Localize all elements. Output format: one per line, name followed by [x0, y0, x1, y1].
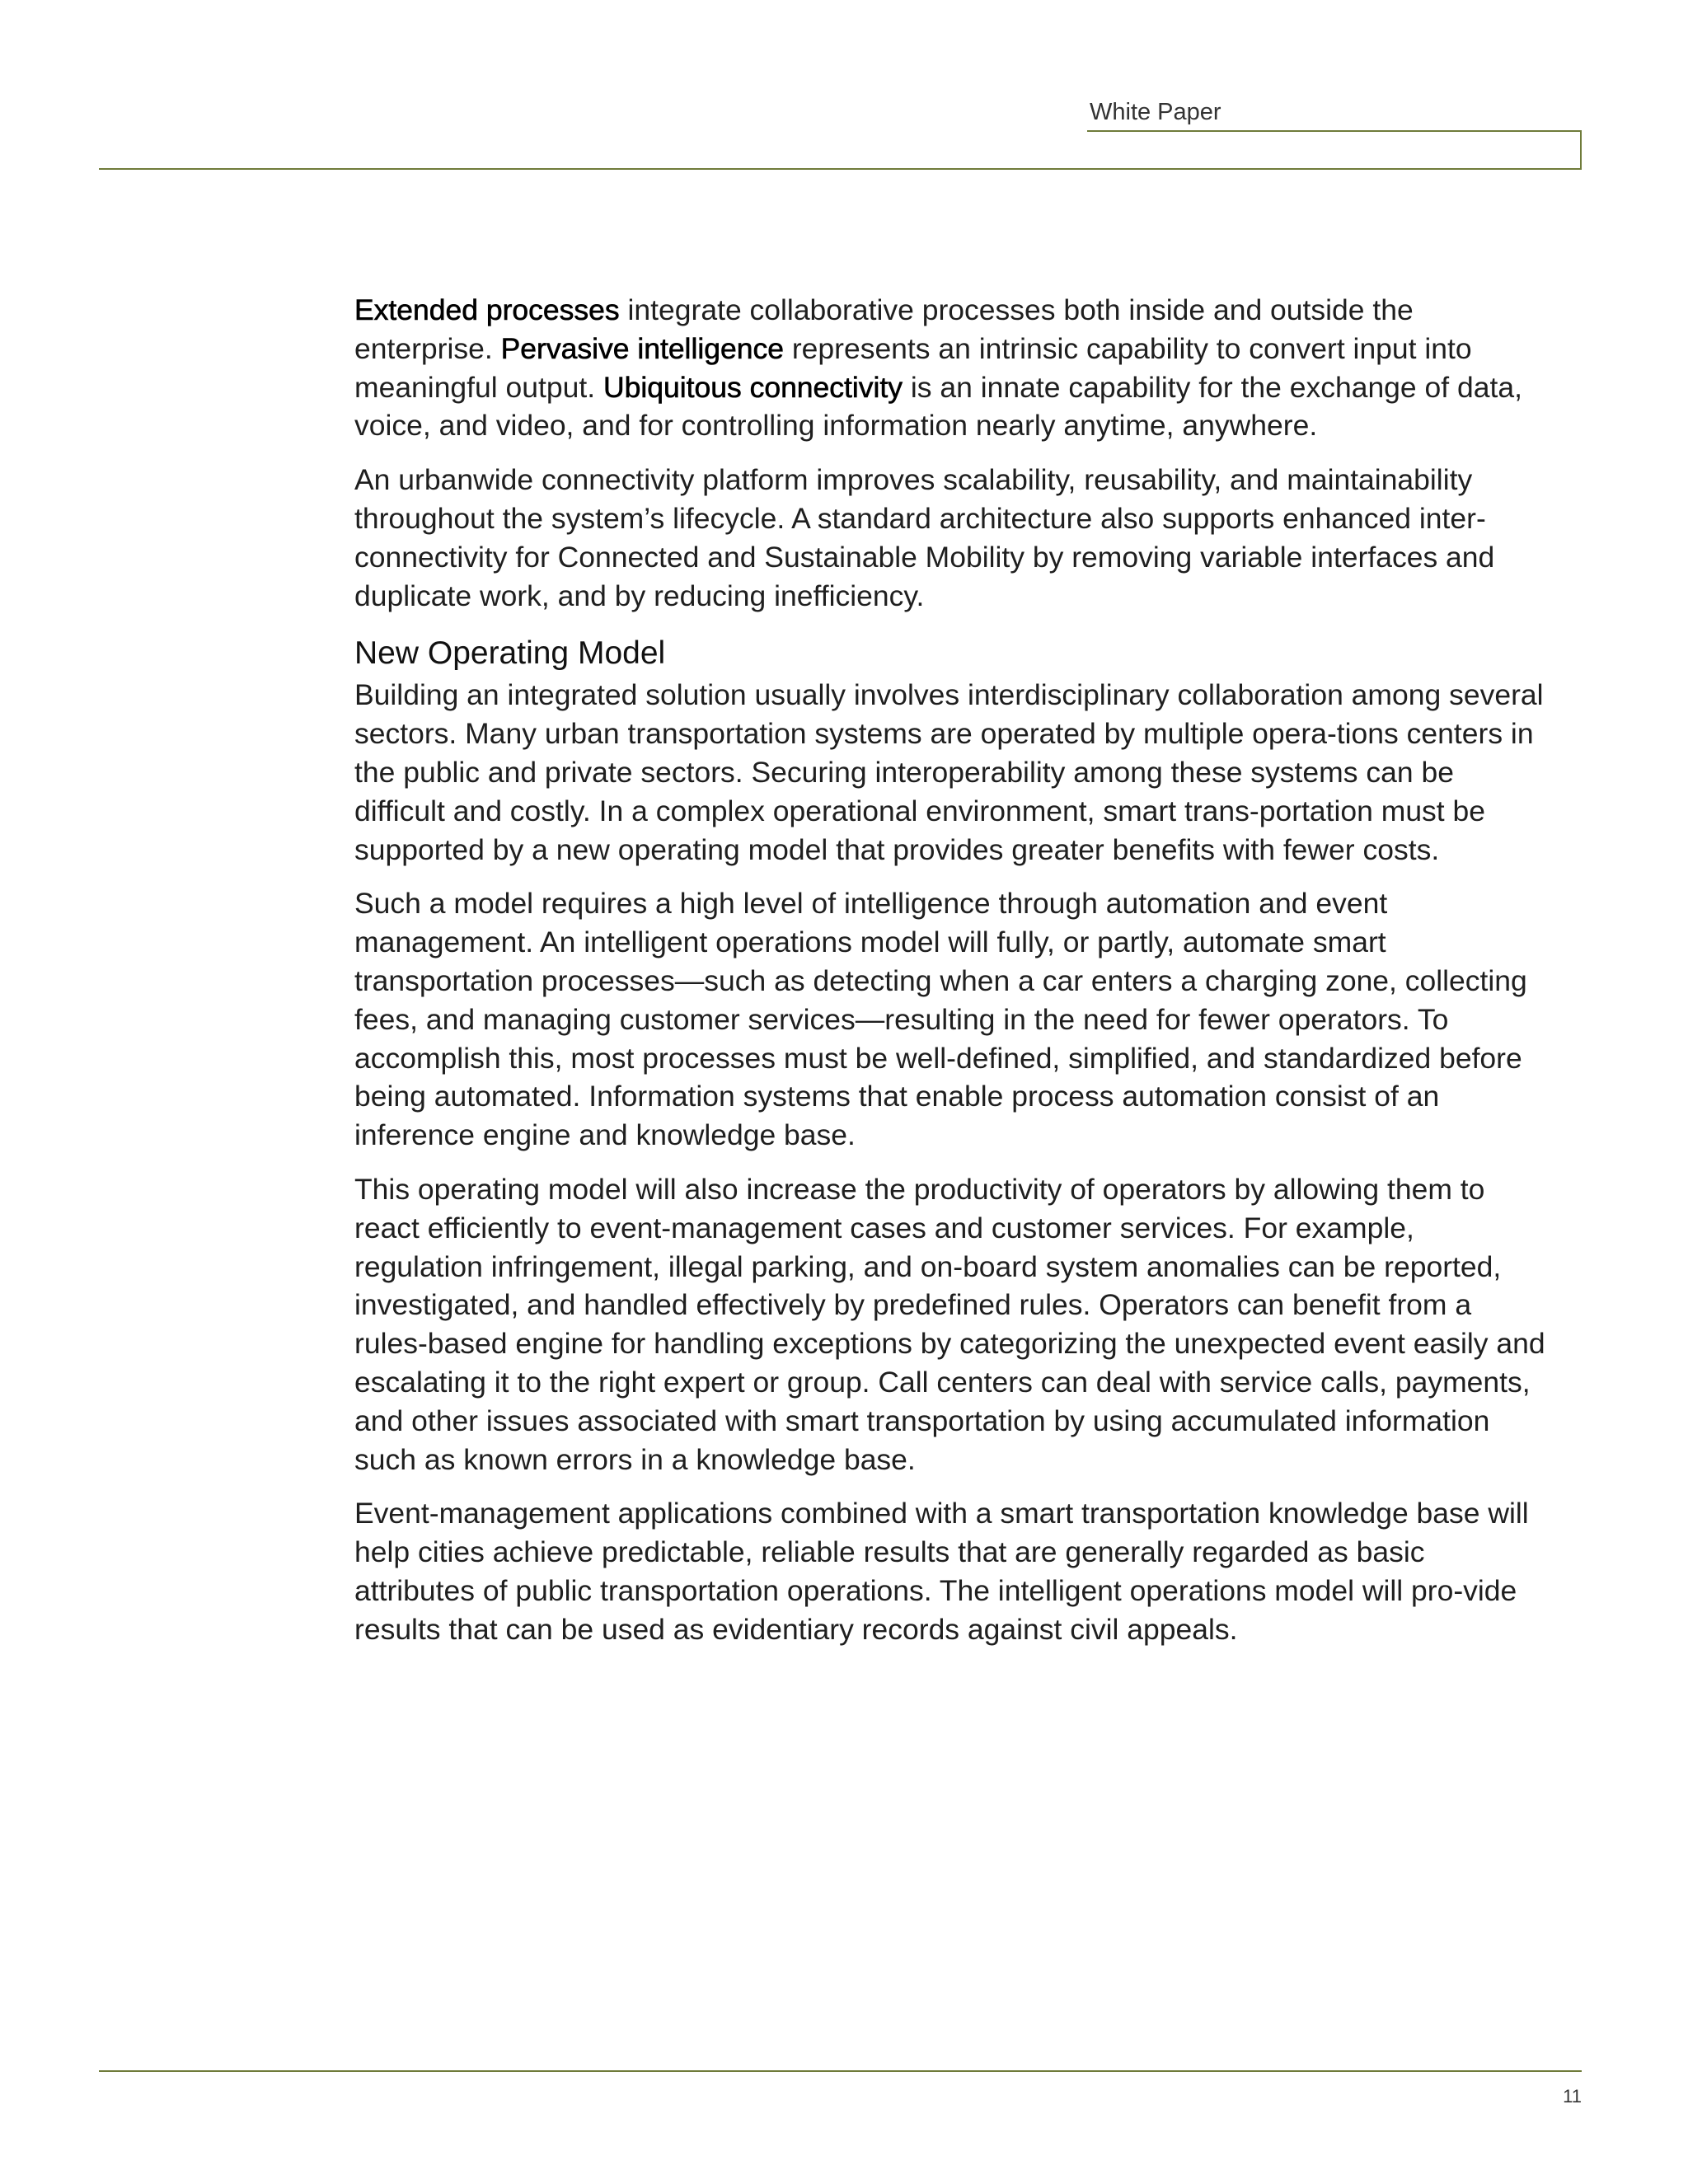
term-extended-processes: Extended processes [354, 293, 620, 326]
paragraph-2: An urbanwide connectivity platform improves scalability, reusability, and maintainability throughout the system’s lifecycle. A standard architecture also supports enhanced inter-connectivity for Connected and Sustainable Mobility by removing variable interfaces and duplicate work, and by reducing inefficiency. [354, 463, 1495, 612]
paragraph-4: Such a model requires a high level of intelligence through automation and event management. An intelligent operations model will fully, or partly, automate smart transportation processes—such as detecting when a car enters a charging zone, collecting fees, and managing customer services—resulting in the need for fewer operators. To accomplish this, most processes must be well-defined, simplified, and standardized before being automated. Information systems that enable process automation consist of an inference engine and knowledge base. [354, 887, 1527, 1152]
paragraph-1-text-2: represents an intrinsic capability to convert input into meaningful output. [354, 331, 1472, 404]
page-number: 11 [1563, 2086, 1582, 2107]
paragraph-1 [354, 291, 1550, 445]
paragraph-1-text-3: is an innate capability for the exchange of data, voice, and video, and for controlling information nearly anytime, anywhere. [354, 370, 1522, 443]
header-box-rule [1087, 130, 1582, 169]
section-heading: New Operating Model [354, 635, 666, 672]
paragraph-5: This operating model will also increase the productivity of operators by allowing them to react efficiently to event-management cases and customer services. For example, regulation infringement, illegal parking, and on-board system anomalies can be reported, investigated, and handled effectively by predefined rules. Operators can benefit from a rules-based engine for handling exceptions by categorizing the unexpected event easily and escalating it to the right expert or group. Call centers can deal with service calls, payments, and other issues associated with smart transportation by using accumulated information such as known errors in a knowledge base. [354, 1172, 1545, 1476]
paragraph-1-text-1: integrate collaborative processes both inside and outside the enterprise. [354, 293, 1414, 365]
header-label: White Paper [1090, 99, 1221, 125]
paragraph-3: Building an integrated solution usually involves interdisciplinary collaboration among several sectors. Many urban transportation systems are operated by multiple opera-tions centers in the public and private sectors. Securing interoperability among these systems can be difficult and costly. In a complex operational environment, smart trans-portation must be supported by a new operating model that provides greater benefits with fewer costs. [354, 678, 1544, 866]
main-content [354, 291, 1550, 1665]
term-ubiquitous-connectivity: Ubiquitous connectivity [603, 370, 903, 404]
footer-rule [99, 2070, 1582, 2072]
term-pervasive-intelligence: Pervasive intelligence [500, 331, 784, 365]
header-rule [99, 168, 1582, 170]
paragraph-6: Event-management applications combined with a smart transportation knowledge base will help cities achieve predictable, reliable results that are generally regarded as basic attributes of public transportation operations. The intelligent operations model will pro-vide results that can be used as evidentiary records against civil appeals. [354, 1497, 1529, 1646]
